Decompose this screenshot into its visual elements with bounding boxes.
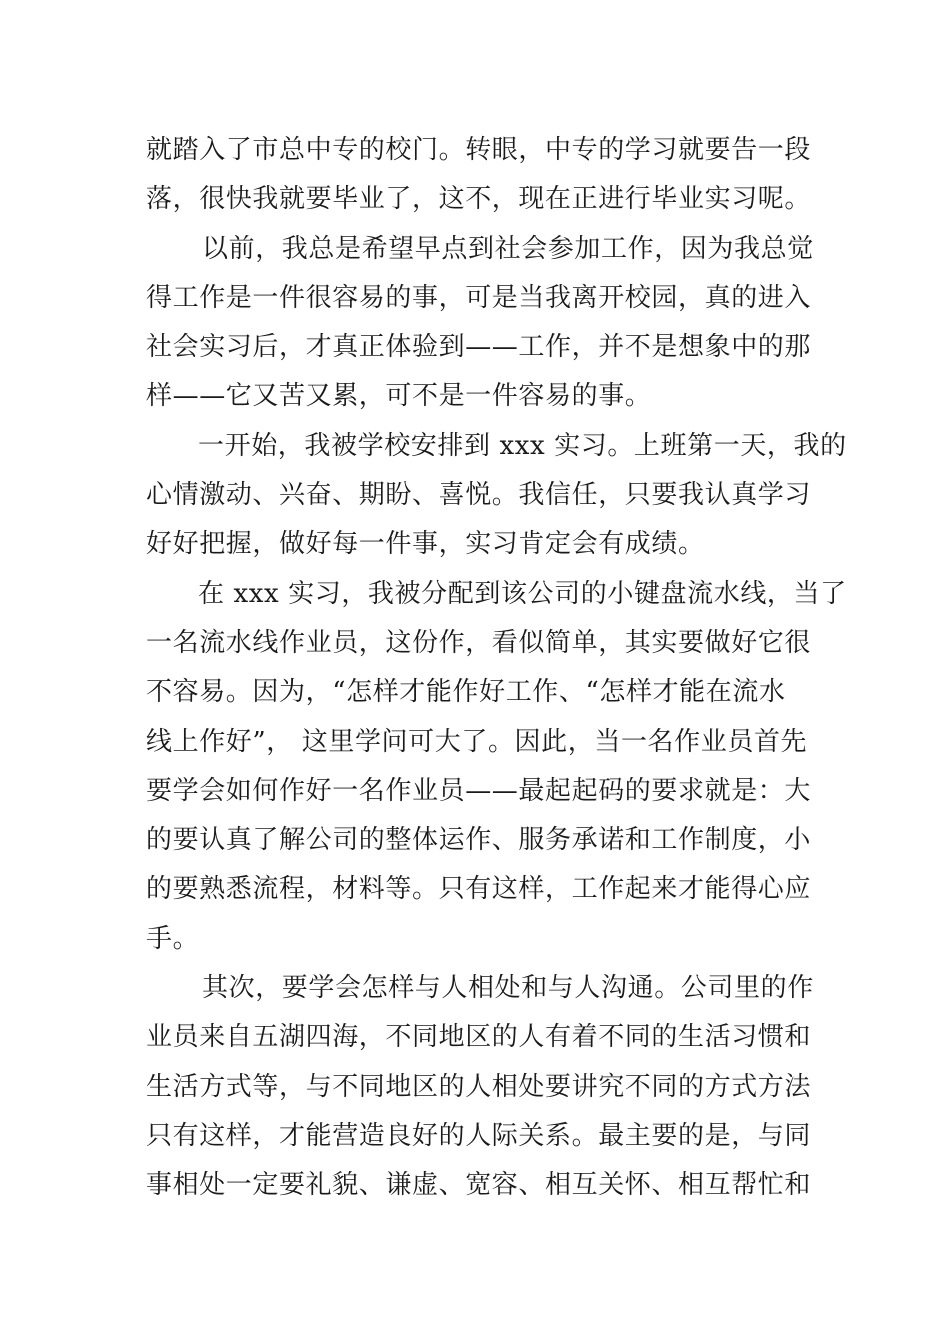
text-line: 的要熟悉流程，材料等。只有这样，工作起来才能得心应 — [146, 874, 812, 905]
text-line: 只有这样，才能营造良好的人际关系。最主要的是，与同 — [146, 1120, 812, 1151]
paragraph-start-line: 其次，要学会怎样与人相处和与人沟通。公司里的作 — [202, 973, 814, 1004]
text-line: 心情激动、兴奋、期盼、喜悦。我信任，只要我认真学习 — [146, 480, 812, 511]
text-line: 生活方式等，与不同地区的人相处要讲究不同的方式方法 — [146, 1071, 812, 1102]
text-line: 事相处一定要礼貌、谦虚、宽容、相互关怀、相互帮忙和 — [146, 1170, 812, 1201]
text-line: 得工作是一件很容易的事，可是当我离开校园，真的进入 — [146, 282, 812, 313]
text-line: 线上作好”， 这里学问可大了。因此，当一名作业员首先 — [146, 726, 808, 757]
text-line: 样——它又苦又累，可不是一件容易的事。 — [146, 381, 652, 412]
text-line: 业员来自五湖四海，不同地区的人有着不同的生活习惯和 — [146, 1022, 812, 1053]
text-line: 的要认真了解公司的整体运作、服务承诺和工作制度，小 — [146, 825, 812, 856]
text-line: 就踏入了市总中专的校门。转眼，中专的学习就要告一段 — [146, 135, 812, 165]
text-line: 一名流水线作业员，这份作，看似简单，其实要做好它很 — [146, 627, 812, 658]
paragraph-start-line: 在 xxx 实习，我被分配到该公司的小键盘流水线，当了 — [198, 578, 847, 609]
text-line: 不容易。因为，“怎样才能作好工作、“怎样才能在流水 — [146, 677, 786, 708]
text-line: 要学会如何作好一名作业员——最起起码的要求就是：大 — [146, 775, 812, 806]
text-line: 手。 — [146, 923, 200, 954]
text-line: 社会实习后，才真正体验到——工作，并不是想象中的那 — [146, 332, 812, 363]
text-line: 落，很快我就要毕业了，这不，现在正进行毕业实习呢。 — [146, 184, 812, 215]
paragraph-start-line: 以前，我总是希望早点到社会参加工作，因为我总觉 — [202, 233, 814, 264]
text-line: 好好把握，做好每一件事，实习肯定会有成绩。 — [146, 529, 705, 560]
document-body — [146, 126, 847, 1211]
paragraph-start-line: 一开始，我被学校安排到 xxx 实习。上班第一天，我的 — [198, 430, 847, 461]
